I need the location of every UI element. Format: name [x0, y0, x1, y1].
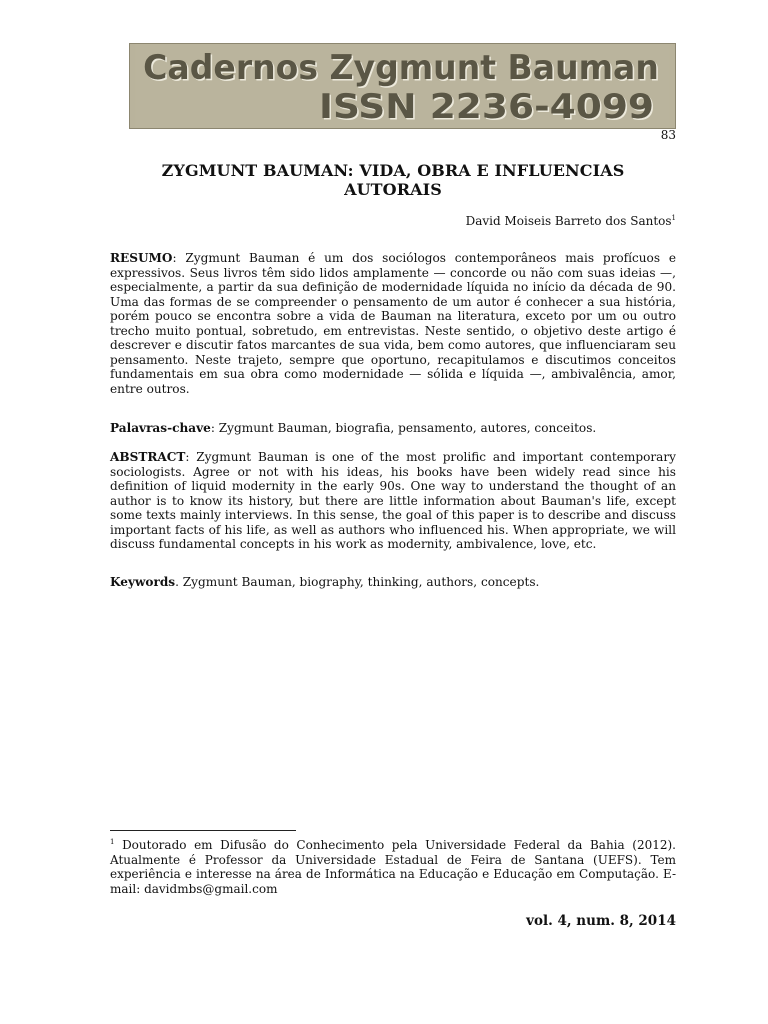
abstract-text: : Zygmunt Bauman is one of the most prolific and important contemporary sociologists. Agree or not with his ideas, his books have been widely read since his definition of liquid modernity in the early 90s. One way to understand the thought of an author is to know its history, but there are little information about Bauman's life, except some texts mainly interviews. In this sense, the goal of this paper is to describe and discuss important facts of his life, as well as authors who influenced his. When appropriate, we will discuss fundamental concepts in his work as modernity, ambivalence, love, etc.	[110, 450, 676, 551]
banner-issn: ISSN 2236-4099	[318, 87, 655, 128]
page-number: 83	[660, 128, 676, 142]
footnote-text: Doutorado em Difusão do Conhecimento pela Universidade Federal da Bahia (2012). Atualmente é Professor da Universidade Estadual de Feira de Santana (UEFS). Tem experiência e interesse na área de Informática na Educação e Educação em Computação. E-mail: davidmbs@gmail.com	[110, 838, 676, 896]
resumo-paragraph	[110, 251, 676, 396]
abstract-paragraph	[110, 450, 676, 552]
palavras-chave-text: : Zygmunt Bauman, biografia, pensamento, autores, conceitos.	[210, 421, 597, 435]
footnote	[110, 835, 676, 896]
author-name: David Moiseis Barreto dos Santos	[465, 214, 672, 228]
volume-footer: vol. 4, num. 8, 2014	[526, 913, 676, 929]
palavras-chave-paragraph	[110, 421, 676, 436]
banner-graphic	[130, 44, 675, 128]
author-line	[300, 214, 676, 228]
journal-banner	[129, 43, 676, 129]
resumo-text: : Zygmunt Bauman é um dos sociólogos contemporâneos mais profícuos e expressivos. Seus livros têm sido lidos amplamente — concorde ou não com suas ideias —, especialmente, a partir da sua definição de modernidade líquida no início da década de 90. Uma das formas de se compreender o pensamento de um autor é conhecer a sua história, porém pouco se encontra sobre a vida de Bauman na literatura, exceto por um ou outro trecho muito pontual, sobretudo, em entrevistas. Neste sentido, o objetivo deste artigo é descrever e discutir fatos marcantes de sua vida, bem como autores, que influenciaram seu pensamento. Neste trajeto, sempre que oportuno, recapitulamos e discutimos conceitos fundamentais em sua obra como modernidade — sólida e líquida —, ambivalência, amor, entre outros.	[110, 251, 676, 396]
abstract-label: ABSTRACT	[110, 450, 186, 464]
keywords-label: Keywords	[110, 575, 176, 589]
palavras-chave-label: Palavras-chave	[110, 421, 211, 435]
author-footnote-mark[interactable]: 1	[671, 214, 676, 222]
footnote-mark: 1	[110, 838, 115, 846]
keywords-text: . Zygmunt Bauman, biography, thinking, authors, concepts.	[175, 575, 540, 589]
banner-journal-name: Cadernos Zygmunt Bauman	[143, 48, 659, 89]
keywords-paragraph	[110, 575, 676, 590]
paper-title: ZYGMUNT BAUMAN: VIDA, OBRA E INFLUENCIAS AUTORAIS	[161, 161, 625, 199]
resumo-label: RESUMO	[110, 251, 173, 265]
footnote-divider	[110, 830, 296, 831]
